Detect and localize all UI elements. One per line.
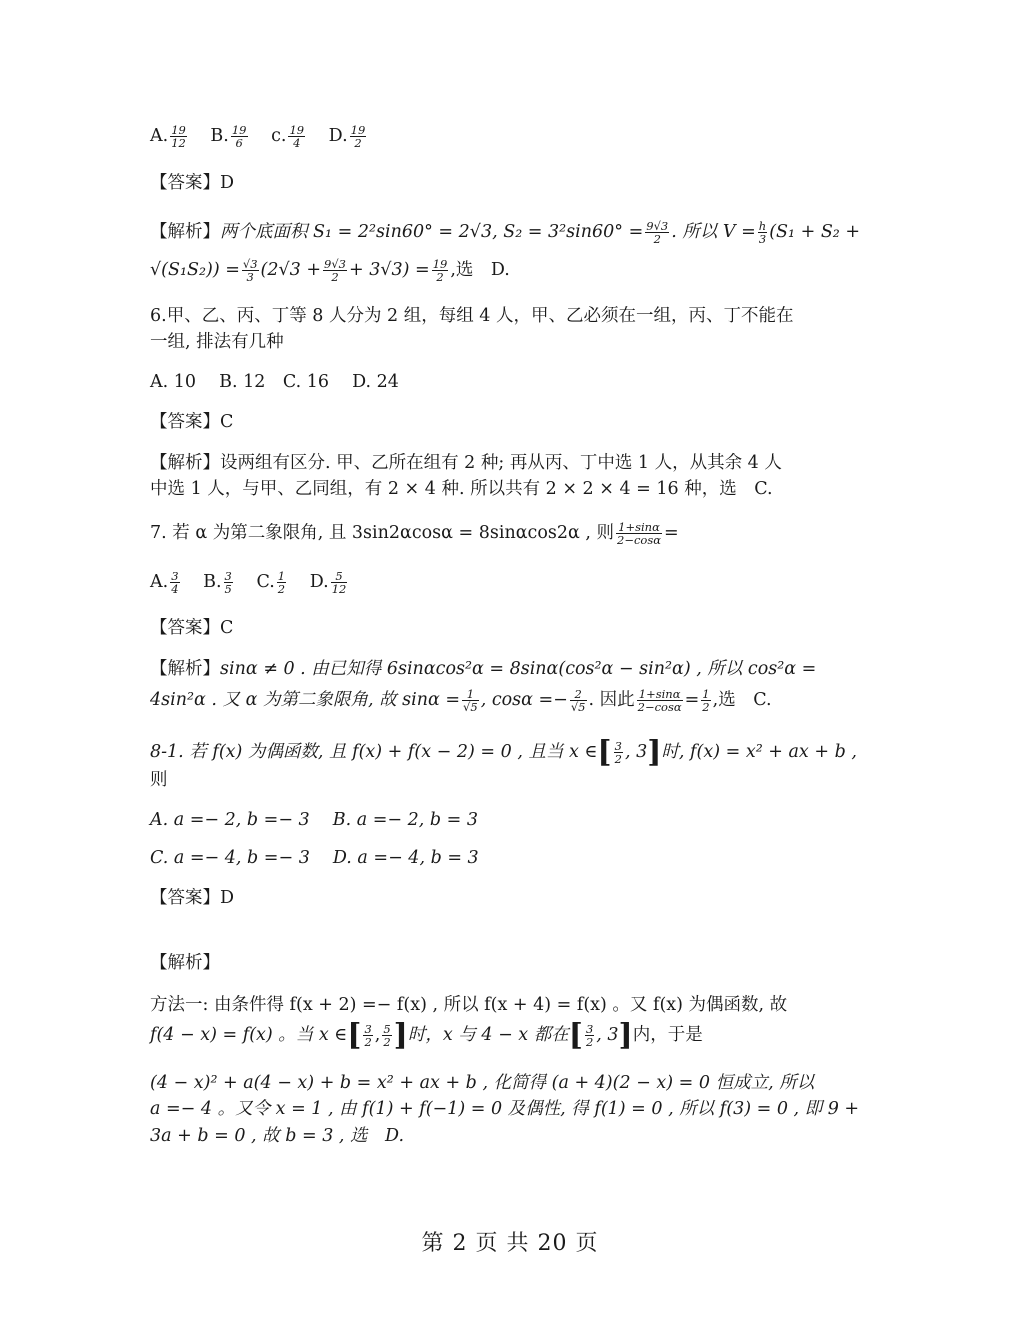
fraction-numerator: 3 [614,739,622,753]
question-text: , 3 [624,742,648,762]
fraction-numerator: 5 [331,570,348,583]
left-bracket-icon: [ [568,1017,583,1053]
answer-value: D [220,173,235,193]
q5-analysis-line1 [150,220,860,245]
right-bracket-icon: ] [618,1017,633,1053]
fraction-numerator: 19 [432,257,448,271]
right-bracket-icon: ] [393,1017,408,1053]
fraction-denominator: 2 [364,1035,372,1049]
q7-answer [150,616,233,640]
analysis-text: , [374,1025,381,1045]
answer-label: 【答案】 [150,412,220,432]
q7-analysis-line1 [150,657,816,681]
analysis-text: . 所以 V = [671,222,756,242]
analysis-text: , 3 [596,1025,619,1045]
fraction-denominator: 2 [383,1035,391,1049]
option-a-fraction [170,124,187,149]
fraction-denominator: 5 [224,582,232,596]
q8-stem-line1 [150,734,857,770]
fraction-denominator: √5 [463,700,478,714]
fraction-denominator: 2 [331,270,339,284]
fraction [462,688,479,713]
fraction-denominator: 2 [436,270,444,284]
option-b-label: B. [203,572,222,592]
q6-answer [150,410,233,434]
fraction-numerator: √3 [242,257,258,271]
fraction-numerator: 2 [570,688,587,701]
answer-value: C [220,618,234,638]
q8-method-line4: a =− 4 。又令 x = 1 , 由 f(1) + f(−1) = 0 及偶性, 得 f(1) = 0 , 所以 f(3) = 0 , 即 9 + [150,1099,860,1119]
option-d-fraction [331,570,348,595]
fraction-numerator: 5 [383,1022,391,1036]
fraction-denominator: 12 [331,582,347,596]
option-a-fraction [170,570,179,595]
fraction-denominator: 12 [171,136,186,150]
q8-answer [150,886,234,910]
question-text: 8-1. 若 f(x) 为偶函数, 且 f(x) + f(x − 2) = 0 , 且当 x ∈ [150,742,598,762]
fraction-numerator: 1+sinα [637,688,683,701]
analysis-text: ,选 D. [450,260,510,280]
q6-stem-line2: 一组, 排法有几种 [150,332,284,352]
q8-analysis-label: 【解析】 [150,953,220,973]
analysis-label: 【解析】 [150,659,220,679]
q6-stem-line1: 6.甲、乙、丙、丁等 8 人分为 2 组，每组 4 人，甲、乙必须在一组，丙、丁不能在 [150,306,794,326]
analysis-label: 【解析】 [150,453,220,473]
fraction-denominator: 2 [653,232,661,246]
fraction-numerator: 1 [702,687,710,701]
q6-options: A. 10 B. 12 C. 16 D. 24 [150,372,399,392]
fraction [637,688,683,713]
left-bracket-icon: [ [347,1017,362,1053]
fraction-denominator: 2 [585,1035,594,1049]
fraction-numerator: h [758,219,767,233]
analysis-text: + 3√3) = [348,260,430,280]
fraction-numerator: 9√3 [324,257,346,271]
q8-method-line1: 方法一: 由条件得 f(x + 2) =− f(x) , 所以 f(x + 4) = f(x) 。又 f(x) 为偶函数, 故 [150,995,788,1015]
option-a-label: A. [150,126,169,146]
fraction [701,688,710,713]
option-a-label: A. [150,572,169,592]
fraction-denominator: √5 [570,700,586,714]
q7-analysis-line2 [150,688,772,713]
q6-analysis-line2: 中选 1 人，与甲、乙同组，有 2 × 4 种. 所以共有 2 × 2 × 4 = 16 种，选 C. [150,479,773,499]
analysis-text: √(S₁S₂)) = [150,260,240,280]
fraction-denominator: 2 [702,700,710,714]
fraction-denominator: 4 [171,582,179,596]
left-bracket-icon: [ [597,734,612,770]
q5-options [150,124,368,149]
q6-analysis-line1 [150,451,782,475]
q8-stem-line2: 则 [150,770,168,790]
q8-method-line5: 3a + b = 0 , 故 b = 3 , 选 D. [150,1126,405,1146]
fraction-numerator: 3 [364,1022,372,1036]
fraction [645,220,669,245]
fraction [614,740,623,765]
analysis-text: (2√3 + [260,260,322,280]
fraction-numerator: 1 [277,569,286,583]
analysis-text: (S₁ + S₂ + [769,222,861,242]
q8-method-line3: (4 − x)² + a(4 − x) + b = x² + ax + b , 化简得 (a + 4)(2 − x) = 0 恒成立, 所以 [150,1073,815,1093]
option-c-label: c. [271,126,287,146]
answer-value: D [220,888,235,908]
answer-label: 【答案】 [150,888,220,908]
q8-options-cd: C. a =− 4, b =− 3 D. a =− 4, b = 3 [150,848,479,868]
fraction-numerator: 19 [231,123,247,137]
fraction [323,258,347,283]
option-c-fraction [277,570,286,595]
q8-options-ab: A. a =− 2, b =− 3 B. a =− 2, b = 3 [150,810,479,830]
option-c-fraction [288,124,305,149]
fraction-numerator: 9√3 [646,219,669,233]
analysis-label: 【解析】 [150,222,220,242]
option-b-label: B. [210,126,229,146]
fraction-denominator: 4 [293,136,301,150]
option-b-fraction [231,124,248,149]
right-bracket-icon: ] [647,734,662,770]
question-text: 7. 若 α 为第二象限角, 且 3sin2αcosα = 8sinαcos2α , 则 [150,523,615,543]
analysis-text: 时，x 与 4 − x 都在 [407,1025,569,1045]
fraction [432,258,449,283]
fraction-numerator: 1+sinα [616,521,662,534]
fraction-numerator: 3 [224,569,232,583]
fraction-denominator: 2 [277,582,286,596]
fraction-denominator: 3 [246,270,254,284]
answer-value: C [220,412,234,432]
analysis-text: 两个底面积 S₁ = 2²sin60° = 2√3, S₂ = 3²sin60° = [220,222,644,242]
q5-analysis-line2 [150,258,510,283]
analysis-text: 4sin²α . 又 α 为第二象限角, 故 sinα = [150,690,461,710]
fraction-denominator: 3 [758,232,767,246]
option-d-label: D. [328,126,348,146]
fraction [570,688,587,713]
analysis-text: ,选 C. [712,690,772,710]
fraction [363,1023,372,1048]
question-text: 时, f(x) = x² + ax + b , [661,742,857,762]
fraction-numerator: 19 [289,123,305,137]
fraction-numerator: 19 [171,123,186,137]
page-footer: 第 2 页 共 20 页 [421,1231,599,1256]
option-d-label: D. [309,572,329,592]
fraction-denominator: 6 [235,136,243,150]
fraction [616,521,662,546]
fraction-denominator: 2−cosα [637,700,682,714]
fraction-numerator: 3 [171,569,179,583]
fraction-denominator: 2 [614,752,622,766]
fraction-denominator: 2−cosα [617,533,661,547]
analysis-text: 内，于是 [632,1025,703,1045]
fraction-numerator: 1 [462,688,479,701]
fraction [585,1023,594,1048]
fraction [382,1023,391,1048]
fraction-numerator: 19 [350,123,366,137]
analysis-text: f(4 − x) = f(x) 。当 x ∈ [150,1025,348,1045]
fraction [242,258,259,283]
option-b-fraction [224,570,233,595]
analysis-text: 设两组有区分. 甲、乙所在组有 2 种; 再从丙、丁中选 1 人，从其余 4 人 [220,453,782,473]
option-c-label: C. [256,572,275,592]
q7-options [150,570,349,595]
fraction-denominator: 2 [354,136,362,150]
fraction-numerator: 3 [585,1022,594,1036]
analysis-text: sinα ≠ 0 . 由已知得 6sinαcos²α = 8sinα(cos²α − sin²α) , 所以 cos²α = [220,659,817,679]
question-text: = [664,523,679,543]
q7-stem [150,521,679,546]
analysis-text: = [684,690,700,710]
q8-method-line2 [150,1017,703,1053]
option-d-fraction [350,124,367,149]
answer-label: 【答案】 [150,618,220,638]
q5-answer [150,171,234,195]
analysis-text: . 因此 [588,690,635,710]
analysis-text: , cosα =− [480,690,568,710]
answer-label: 【答案】 [150,173,220,193]
fraction [758,220,767,245]
